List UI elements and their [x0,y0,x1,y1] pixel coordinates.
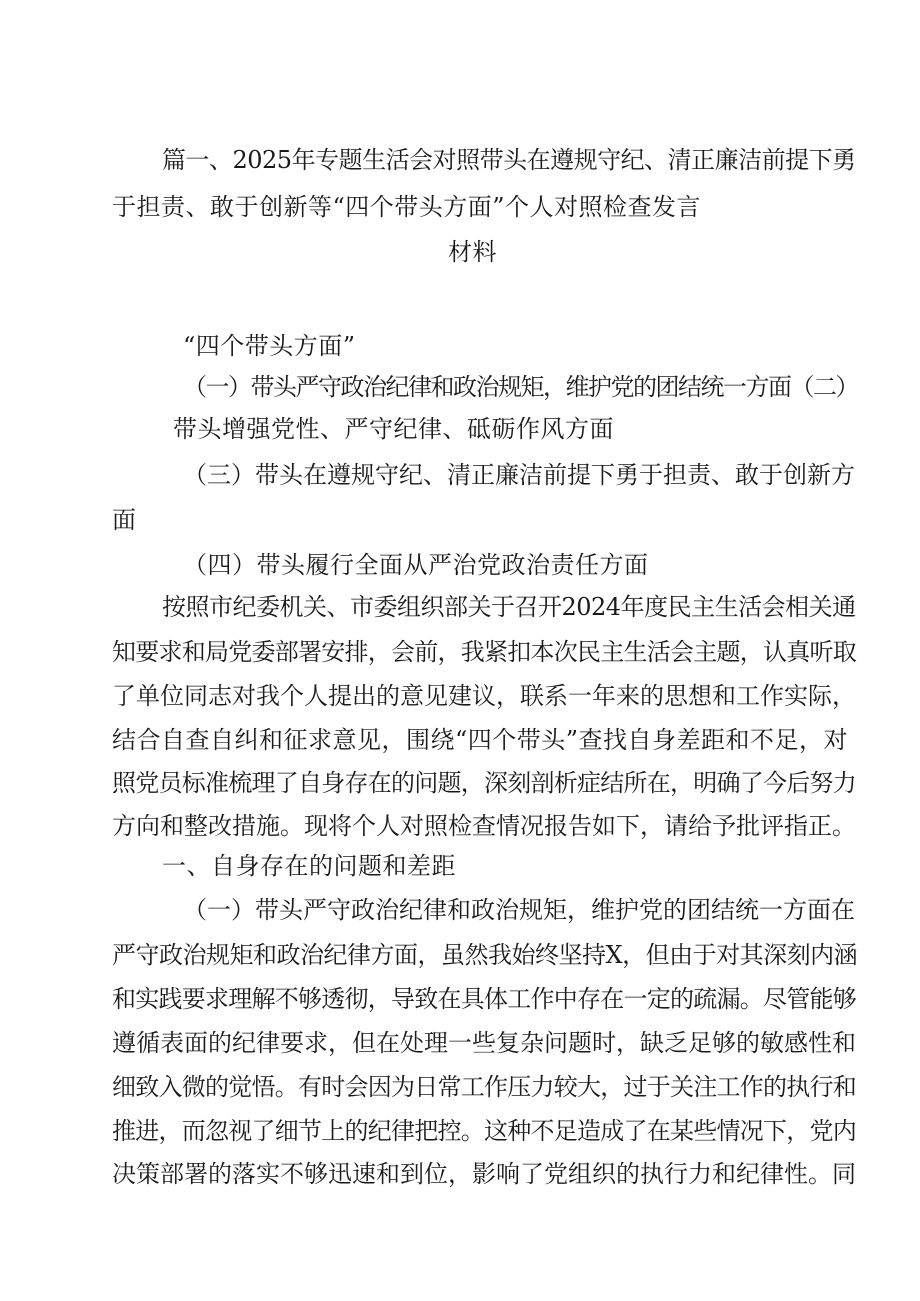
section-line-4: 遵循表面的纪律要求，但在处理一些复杂问题时，缺乏足够的敏感性和 [112,1029,856,1057]
intro-line-5: 照党员标准梳理了自身存在的问题，深刻剖析症结所在，明确了今后努力 [112,769,856,797]
title-line-1: 篇一、2025年专题生活会对照带头在遵规守纪、清正廉洁前提下勇 [162,146,856,174]
section-line-6: 推进，而忽视了细节上的纪律把控。这种不足造成了在某些情况下，党内 [112,1117,856,1145]
aspect-line-2: 带头增强党性、严守纪律、砥砺作风方面 [173,415,614,443]
aspect-line-3: （三）带头在遵规守纪、清正廉洁前提下勇于担责、敢于创新方 [183,461,855,489]
section-line-3: 和实践要求理解不够透彻，导致在具体工作中存在一定的疏漏。尽管能够 [112,985,856,1013]
intro-line-4: 结合自查自纠和征求意见，围绕“四个带头”查找自身差距和不足，对 [112,726,849,754]
section-line-5: 细致入微的觉悟。有时会因为日常工作压力较大，过于关注工作的执行和 [112,1073,856,1101]
intro-line-2: 知要求和局党委部署安排，会前，我紧扣本次民主生活会主题，认真听取 [112,638,856,666]
four-aspects-heading: “四个带头方面” [183,332,356,360]
aspect-line-1: （一）带头严守政治纪律和政治规矩，维护党的团结统一方面（二） [183,373,858,401]
aspect-line-4: 面 [112,506,137,534]
aspect-line-5: （四）带头履行全面从严治党政治责任方面 [183,551,649,579]
section-heading: 一、自身存在的问题和差距 [162,852,456,880]
title-line-2: 于担责、敢于创新等“四个带头方面”个人对照检查发言 [112,193,702,221]
intro-line-3: 了单位同志对我个人提出的意见建议，联系一年来的思想和工作实际， [112,682,856,710]
section-line-7: 决策部署的落实不够迅速和到位，影响了党组织的执行力和纪律性。同 [112,1160,856,1188]
intro-line-1: 按照市纪委机关、市委组织部关于召开2024年度民主生活会相关通 [162,593,856,621]
section-line-2: 严守政治规矩和政治纪律方面，虽然我始终坚持X，但由于对其深刻内涵 [112,941,858,969]
title-line-3: 材料 [448,238,497,266]
section-line-1: （一）带头严守政治纪律和政治规矩，维护党的团结统一方面在 [183,896,855,924]
intro-line-6: 方向和整改措施。现将个人对照检查情况报告如下，请给予批评指正。 [112,812,856,840]
